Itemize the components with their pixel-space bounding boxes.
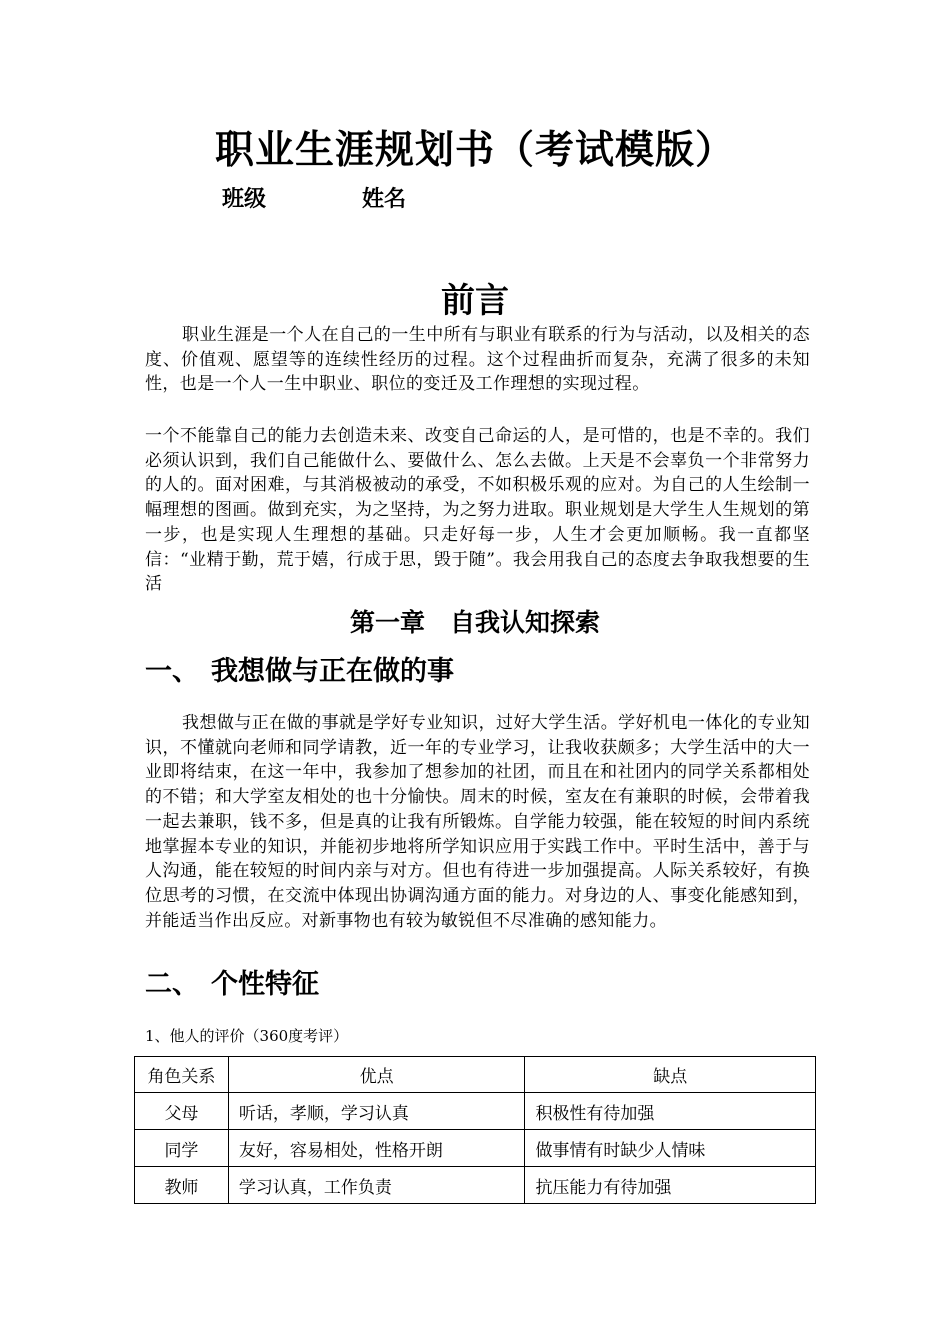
- preface-paragraph-1: 职业生涯是一个人在自己的一生中所有与职业有联系的行为与活动，以及相关的态度、价值观、愿望等的连续性经历的过程。这个过程曲折而复杂，充满了很多的未知性，也是一个人一生中职业、职位的变迁及工作理想的实现过程。: [145, 325, 810, 395]
- section-number: 二、: [145, 969, 199, 1000]
- table-row: [135, 1130, 816, 1167]
- strengths-cell: 学习认真，工作负责: [228, 1167, 525, 1204]
- section-heading-2: [145, 965, 319, 1005]
- name-label: 姓名: [362, 186, 407, 212]
- section-heading-1: [145, 652, 454, 692]
- section-1-body: 我想做与正在做的事就是学好专业知识，过好大学生活。学好机电一体化的专业知识，不懂就向老师和同学请教，近一年的专业学习，让我收获颇多；大学生活中的大一业即将结束，在这一年中，我参加了想参加的社团，而且在和社团内的同学关系都相处的不错；和大学室友相处的也十分愉快。周末的时候，室友在有兼职的时候，会带着我一起去兼职，钱不多，但是真的让我有所锻炼。自学能力较强，能在较短的时间内系统地掌握本专业的知识，并能初步地将所学知识应用于实践工作中。平时生活中，善于与人沟通，能在较短的时间内亲与对方。但也有待进一步加强提高。人际关系较好，有换位思考的习惯，在交流中体现出协调沟通方面的能力。对身边的人、事变化能感知到，并能适当作出反应。对新事物也有较为敏锐但不尽准确的感知能力。: [145, 713, 810, 931]
- strengths-cell: 友好，容易相处，性格开朗: [228, 1130, 525, 1167]
- table-header-row: [135, 1057, 816, 1093]
- preface-title: 前言: [441, 281, 509, 321]
- weaknesses-cell: 做事情有时缺少人情味: [525, 1130, 816, 1167]
- table-caption: 1、他人的评价（360度考评）: [145, 1027, 349, 1045]
- header-weaknesses: 缺点: [525, 1057, 816, 1093]
- header-strengths: 优点: [228, 1057, 525, 1093]
- strengths-cell: 听话，孝顺，学习认真: [228, 1093, 525, 1130]
- section-number: 一、: [145, 656, 199, 687]
- weaknesses-cell: 积极性有待加强: [525, 1093, 816, 1130]
- header-role: 角色关系: [135, 1057, 229, 1093]
- role-cell: 父母: [135, 1093, 229, 1130]
- section-title: 个性特征: [211, 969, 319, 1000]
- table-row: [135, 1167, 816, 1204]
- role-cell: 同学: [135, 1130, 229, 1167]
- section-title: 我想做与正在做的事: [211, 656, 454, 687]
- document-title: 职业生涯规划书（考试模版）: [214, 127, 735, 173]
- preface-paragraph-2: 一个不能靠自己的能力去创造未来、改变自己命运的人，是可惜的，也是不幸的。我们必须认识到，我们自己能做什么、要做什么、怎么去做。上天是不会辜负一个非常努力的人的。面对困难，与其消极被动的承受，不如积极乐观的应对。为自己的人生绘制一幅理想的图画。做到充实，为之坚持，为之努力进取。职业规划是大学生人生规划的第一步，也是实现人生理想的基础。只走好每一步，人生才会更加顺畅。我一直都坚信：“业精于勤，荒于嬉，行成于思，毁于随”。我会用我自己的态度去争取我想要的生活: [145, 426, 810, 595]
- role-cell: 教师: [135, 1167, 229, 1204]
- evaluation-table: [134, 1056, 816, 1204]
- chapter-title: 第一章 自我认知探索: [349, 608, 600, 637]
- class-label: 班级: [222, 186, 267, 212]
- table-row: [135, 1093, 816, 1130]
- weaknesses-cell: 抗压能力有待加强: [525, 1167, 816, 1204]
